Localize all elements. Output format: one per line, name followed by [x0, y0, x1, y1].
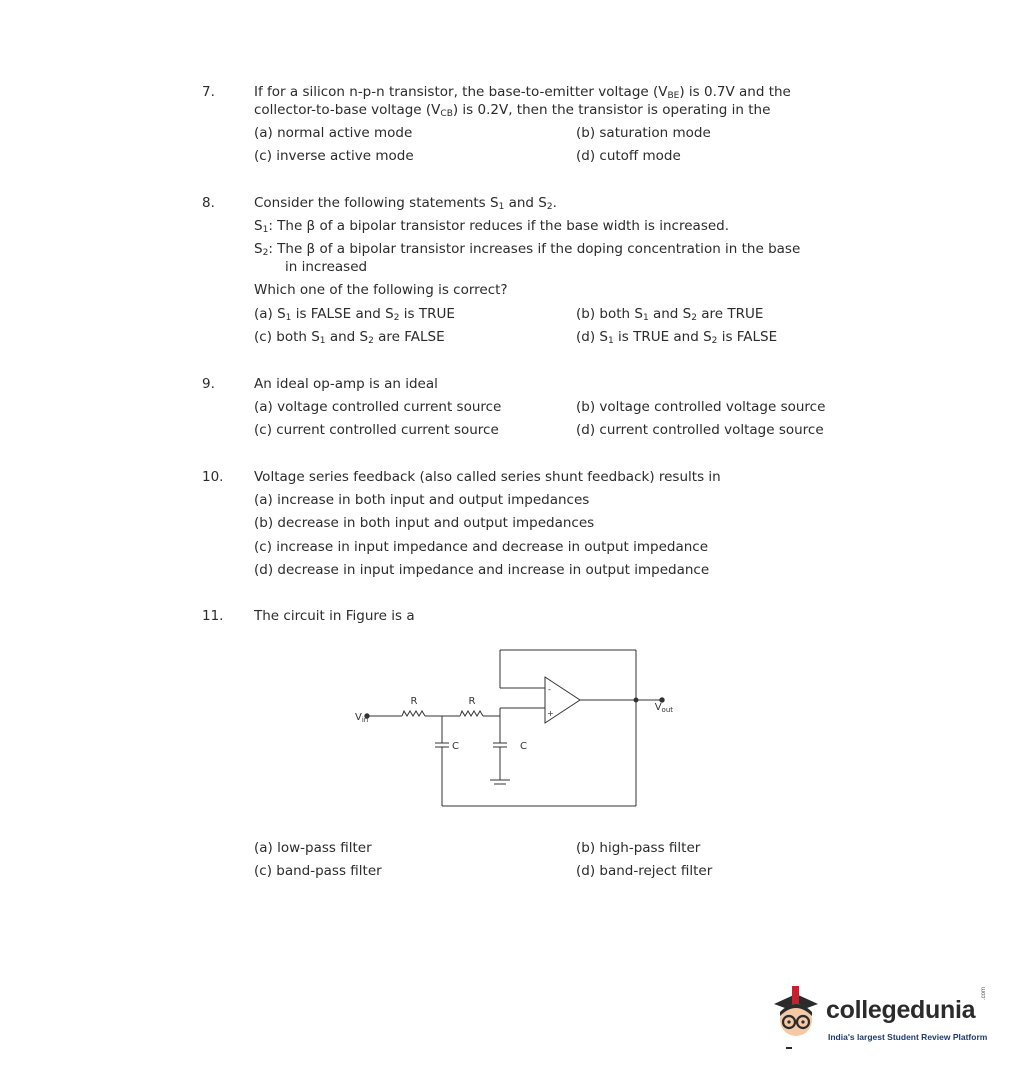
r2-label: R	[468, 696, 476, 707]
question-7-option-d: (d) cutoff mode	[576, 148, 681, 164]
question-8-statement-s2-continued: in increased	[285, 259, 368, 275]
c2-label: C	[520, 741, 527, 752]
resistor-r1	[402, 711, 425, 716]
question-11-stem: The circuit in Figure is a	[254, 608, 415, 624]
question-10-option-b: (b) decrease in both input and output impedances	[254, 515, 595, 531]
vout-label: $V_{out}$	[654, 702, 673, 714]
op-amp-plus-label: +	[547, 709, 554, 718]
question-7-stem-line-1: If for a silicon n-p-n transistor, the base-to-emitter voltage $(V_{BE})$ is 0.7V and the	[254, 84, 791, 101]
question-7-option-b: (b) saturation mode	[576, 125, 711, 141]
question-11-option-c: (c) band-pass filter	[254, 863, 382, 879]
question-9-option-a: (a) voltage controlled current source	[254, 399, 502, 415]
c1-label: C	[452, 741, 459, 752]
question-11-number: 11.	[202, 608, 224, 624]
vin-label: $V_{in}$	[355, 712, 369, 724]
question-10-option-a: (a) increase in both input and output impedances	[254, 492, 590, 508]
question-8-option-c: (c) both $S_1$ and $S_2$ are FALSE	[254, 329, 445, 346]
question-10-option-c: (c) increase in input impedance and decrease in output impedance	[254, 539, 709, 555]
logo-tagline: India's largest Student Review Platform	[828, 1032, 988, 1042]
question-7-option-a: (a) normal active mode	[254, 125, 413, 141]
question-10-option-d: (d) decrease in input impedance and increase in output impedance	[254, 562, 710, 578]
question-8-intro: Consider the following statements $S_1$ and $S_2$.	[254, 195, 557, 212]
question-10-number: 10.	[202, 469, 224, 485]
filter-circuit-diagram	[340, 640, 673, 815]
question-8-statement-s2: $S_2$: The β of a bipolar transistor increases if the doping concentration in the base	[254, 241, 801, 258]
resistor-r2	[460, 711, 483, 716]
question-11-option-d: (d) band-reject filter	[576, 863, 713, 879]
op-amp-minus-label: -	[548, 685, 551, 694]
question-10-stem: Voltage series feedback (also called series shunt feedback) results in	[254, 469, 721, 485]
question-8-statement-s1: $S_1$: The β of a bipolar transistor reduces if the base width is increased.	[254, 218, 730, 235]
question-9-option-d: (d) current controlled voltage source	[576, 422, 824, 438]
question-8-option-b: (b) both $S_1$ and $S_2$ are TRUE	[576, 306, 764, 323]
r1-label: R	[410, 696, 418, 707]
question-7-stem-line-2: collector-to-base voltage $(V_{CB})$ is 0.2V, then the transistor is operating in the	[254, 102, 771, 119]
question-11-option-a: (a) low-pass filter	[254, 840, 372, 856]
collegedunia-mascot-icon	[768, 982, 826, 1052]
question-9-stem: An ideal op-amp is an ideal	[254, 376, 438, 392]
question-7-number: 7.	[202, 84, 215, 100]
question-9-option-b: (b) voltage controlled voltage source	[576, 399, 826, 415]
question-7-option-c: (c) inverse active mode	[254, 148, 414, 164]
question-8-prompt: Which one of the following is correct?	[254, 282, 508, 298]
logo-wordmark: collegedunia	[826, 996, 976, 1024]
question-11-option-b: (b) high-pass filter	[576, 840, 701, 856]
logo-dotcom: .com	[981, 986, 987, 1000]
question-8-option-d: (d) $S_1$ is TRUE and $S_2$ is FALSE	[576, 329, 778, 346]
question-8-option-a: (a) $S_1$ is FALSE and $S_2$ is TRUE	[254, 306, 455, 323]
question-9-option-c: (c) current controlled current source	[254, 422, 499, 438]
question-8-number: 8.	[202, 195, 215, 211]
question-9-number: 9.	[202, 376, 215, 392]
